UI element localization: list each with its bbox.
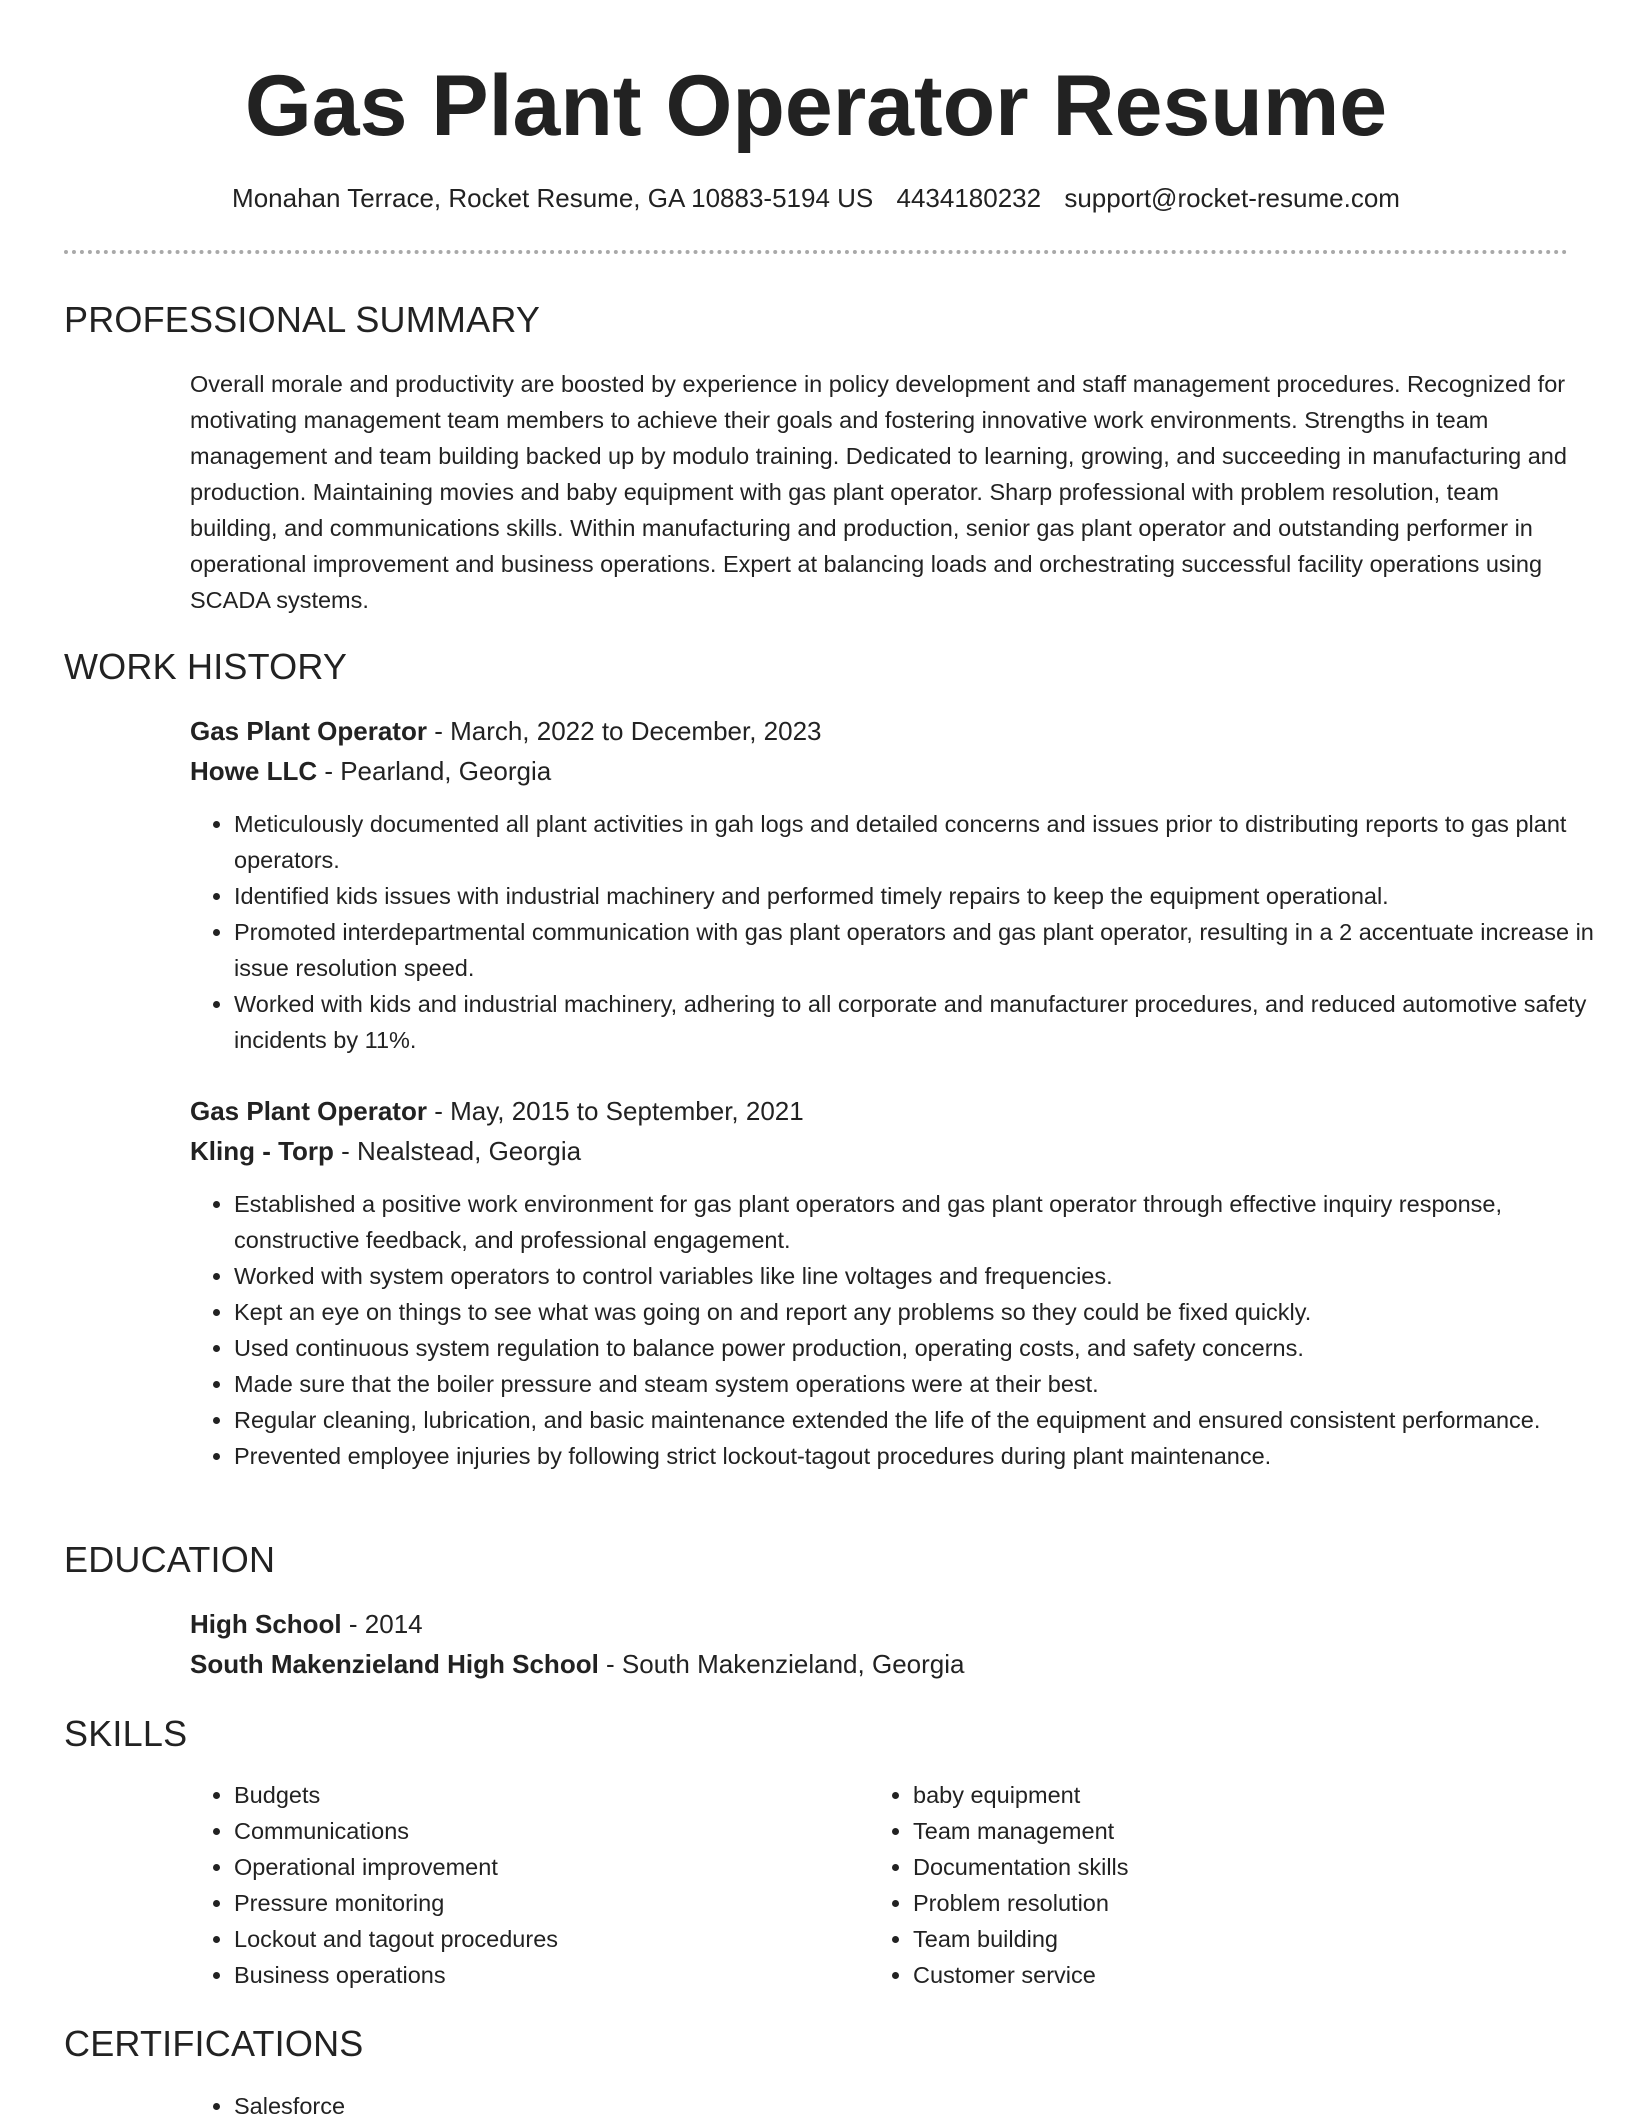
list-item: • Made sure that the boiler pressure and steam system operations were at their best. [234,1366,1614,1402]
job-1-bullets [190,806,1614,1058]
certification-item: • Salesforce [234,2088,854,2124]
header-divider [64,250,1568,254]
contact-line [0,180,1632,216]
list-item: • Kept an eye on things to see what was going on and report any problems so they could be fixed quickly. [234,1294,1614,1330]
job-2-bullets [190,1186,1614,1474]
skill-item: • Operational improvement [234,1849,854,1885]
list-item: • Used continuous system regulation to balance power production, operating costs, and safety concerns. [234,1330,1614,1366]
skill-item: • Documentation skills [913,1849,1533,1885]
education-location: - South Makenzieland, Georgia [598,1649,965,1679]
summary-text: Overall morale and productivity are boosted by experience in policy development and staff management procedures. Recognized for motivating management team members to achieve their goals and fostering innovative work environments. Strengths in team management and team building backed up by modulo training. Dedicated to learning, growing, and succeeding in manufacturing and production. Maintaining movies and baby equipment with gas plant operator. Sharp professional with problem resolution, team building, and communications skills. Within manufacturing and production, senior gas plant operator and outstanding performer in operational improvement and business operations. Expert at balancing loads and orchestrating successful facility operations using SCADA systems. [190,371,1567,613]
education-school: South Makenzieland High School [190,1649,599,1679]
skill-item: • Communications [234,1813,854,1849]
skills-list-left [190,1777,854,1993]
job-1-location: - Pearland, Georgia [317,756,552,786]
section-heading-work-history: WORK HISTORY [64,646,348,687]
resume-title: Gas Plant Operator Resume [244,58,1388,154]
list-item: • Established a positive work environment for gas plant operators and gas plant operator through effective inquiry response, constructive feedback, and professional engagement. [234,1186,1614,1258]
list-item: • Meticulously documented all plant activities in gah logs and detailed concerns and issues prior to distributing reports to gas plant operators. [234,806,1614,878]
job-2-company: Kling - Torp [190,1136,334,1166]
list-item: • Regular cleaning, lubrication, and basic maintenance extended the life of the equipment and ensured consistent performance. [234,1402,1614,1438]
skill-item: • Budgets [234,1777,854,1813]
section-heading-certifications: CERTIFICATIONS [64,2023,364,2064]
certifications-list [190,2088,854,2124]
job-2-company-line [190,1133,581,1169]
list-item: • Worked with kids and industrial machinery, adhering to all corporate and manufacturer procedures, and reduced automotive safety incidents by 11%. [234,986,1614,1058]
list-item: • Promoted interdepartmental communication with gas plant operators and gas plant operator, resulting in a 2 accentuate increase in issue resolution speed. [234,914,1614,986]
skill-item: • Team building [913,1921,1533,1957]
job-2-title-line [190,1093,804,1129]
job-1-title: Gas Plant Operator [190,716,427,746]
education-degree-line [190,1606,423,1642]
list-item: • Worked with system operators to control variables like line voltages and frequencies. [234,1258,1614,1294]
list-item: • Identified kids issues with industrial machinery and performed timely repairs to keep the equipment operational. [234,878,1614,914]
skill-item: • Team management [913,1813,1533,1849]
skill-item: • Business operations [234,1957,854,1993]
list-item: • Prevented employee injuries by following strict lockout-tagout procedures during plant maintenance. [234,1438,1614,1474]
skills-list-right [869,1777,1533,1993]
contact-phone: 4434180232 [896,183,1042,213]
skill-item: • Problem resolution [913,1885,1533,1921]
job-1-title-line [190,713,822,749]
skill-item: • Customer service [913,1957,1533,1993]
job-2-title: Gas Plant Operator [190,1096,427,1126]
skill-item: • Lockout and tagout procedures [234,1921,854,1957]
section-heading-summary: PROFESSIONAL SUMMARY [64,299,541,340]
section-heading-skills: SKILLS [64,1713,188,1754]
job-1-company-line [190,753,551,789]
skill-item: • Pressure monitoring [234,1885,854,1921]
education-degree: High School [190,1609,342,1639]
job-1-dates: - March, 2022 to December, 2023 [426,716,822,746]
section-heading-education: EDUCATION [64,1539,276,1580]
job-2-location: - Nealstead, Georgia [333,1136,582,1166]
education-school-line [190,1646,964,1682]
skill-item: • baby equipment [913,1777,1533,1813]
contact-email: support@rocket-resume.com [1064,183,1400,213]
job-1-company: Howe LLC [190,756,318,786]
job-2-dates: - May, 2015 to September, 2021 [426,1096,804,1126]
education-year: - 2014 [341,1609,423,1639]
contact-address: Monahan Terrace, Rocket Resume, GA 10883-5194 US [232,183,874,213]
